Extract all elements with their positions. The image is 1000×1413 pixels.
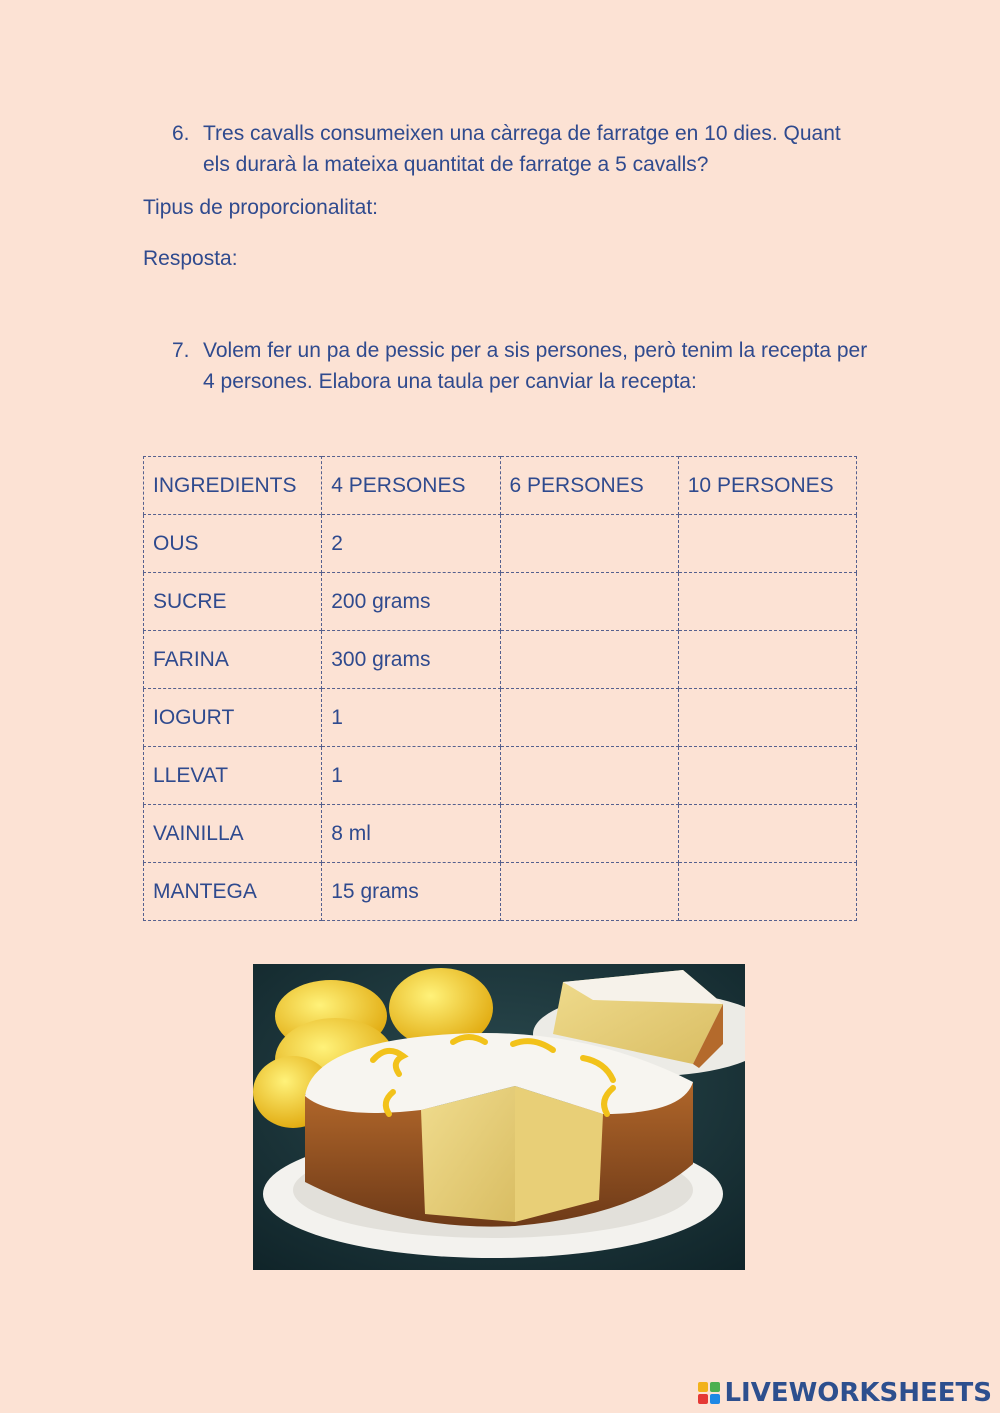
- header-cell: 4 PERSONES: [322, 457, 500, 515]
- answer-label: Resposta:: [143, 247, 238, 270]
- question-6: [172, 118, 872, 180]
- question-text: Volem fer un pa de pessic per a sis persones, però tenim la recepta per 4 persones. Elabora una taula per canviar la recepta:: [203, 339, 868, 393]
- ingredient-cell: MANTEGA: [144, 863, 322, 921]
- liveworksheets-logo: [698, 1377, 992, 1409]
- cake-illustration: [253, 964, 745, 1270]
- question-number: 6.: [172, 122, 190, 145]
- quantity-4-cell: 200 grams: [322, 573, 500, 631]
- answer-10-cell[interactable]: [678, 747, 856, 805]
- table-row: [144, 805, 857, 863]
- quantity-4-cell: 15 grams: [322, 863, 500, 921]
- header-cell: 6 PERSONES: [500, 457, 678, 515]
- ingredient-cell: FARINA: [144, 631, 322, 689]
- table-row: [144, 631, 857, 689]
- table-row: [144, 515, 857, 573]
- logo-icon: [698, 1382, 720, 1404]
- header-cell: INGREDIENTS: [144, 457, 322, 515]
- question-number: 7.: [172, 339, 190, 362]
- ingredient-cell: OUS: [144, 515, 322, 573]
- answer-6-cell[interactable]: [500, 515, 678, 573]
- quantity-4-cell: 1: [322, 747, 500, 805]
- logo-text: LIVEWORKSHEETS: [724, 1378, 992, 1408]
- answer-6-cell[interactable]: [500, 805, 678, 863]
- quantity-4-cell: 1: [322, 689, 500, 747]
- answer-6-cell[interactable]: [500, 631, 678, 689]
- quantity-4-cell: 8 ml: [322, 805, 500, 863]
- recipe-table: [143, 456, 857, 921]
- quantity-4-cell: 300 grams: [322, 631, 500, 689]
- table-row: [144, 689, 857, 747]
- answer-10-cell[interactable]: [678, 863, 856, 921]
- ingredient-cell: LLEVAT: [144, 747, 322, 805]
- header-cell: 10 PERSONES: [678, 457, 856, 515]
- proportionality-type-label: Tipus de proporcionalitat:: [143, 196, 379, 219]
- ingredient-cell: SUCRE: [144, 573, 322, 631]
- quantity-4-cell: 2: [322, 515, 500, 573]
- answer-10-cell[interactable]: [678, 805, 856, 863]
- ingredient-cell: VAINILLA: [144, 805, 322, 863]
- answer-6-cell[interactable]: [500, 863, 678, 921]
- table-row: [144, 863, 857, 921]
- ingredient-cell: IOGURT: [144, 689, 322, 747]
- answer-6-cell[interactable]: [500, 573, 678, 631]
- question-text: Tres cavalls consumeixen una càrrega de farratge en 10 dies. Quant els durarà la mateixa quantitat de farratge a 5 cavalls?: [203, 122, 841, 176]
- answer-10-cell[interactable]: [678, 573, 856, 631]
- table-row: [144, 573, 857, 631]
- answer-10-cell[interactable]: [678, 515, 856, 573]
- answer-6-cell[interactable]: [500, 747, 678, 805]
- answer-10-cell[interactable]: [678, 631, 856, 689]
- lemon-cake-photo: [253, 964, 745, 1270]
- question-7: [172, 335, 872, 397]
- answer-10-cell[interactable]: [678, 689, 856, 747]
- answer-6-cell[interactable]: [500, 689, 678, 747]
- table-row: [144, 747, 857, 805]
- table-header-row: [144, 457, 857, 515]
